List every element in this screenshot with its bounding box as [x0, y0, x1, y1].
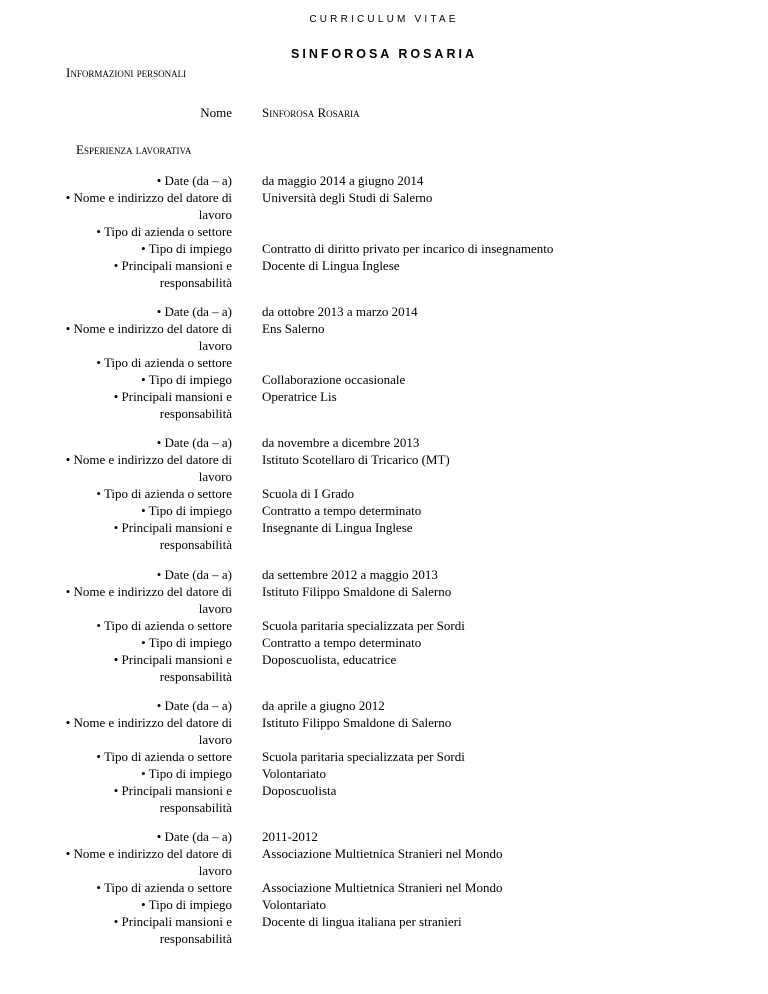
entry-job-type-label: • Tipo di impiego [141, 635, 232, 650]
entry-sector-value: Scuola paritaria specializzata per Sordi [262, 618, 465, 633]
entry-duties-value: Doposcuolista, educatrice [262, 652, 397, 667]
entry-duties-label-cont: responsabilità [159, 800, 232, 815]
entry-sector-label: • Tipo di azienda o settore [96, 749, 232, 764]
entry-date-value: da novembre a dicembre 2013 [262, 435, 420, 450]
entry-employer-value: Associazione Multietnica Stranieri nel Mondo [262, 846, 503, 861]
entry-employer-label-cont: lavoro [198, 338, 232, 353]
entry-duties-label: • Principali mansioni e [113, 783, 232, 798]
entry-sector-label: • Tipo di azienda o settore [96, 486, 232, 501]
entry-duties-label: • Principali mansioni e [113, 258, 232, 273]
entry-job-type-label: • Tipo di impiego [141, 241, 232, 256]
entry-job-type-value: Volontariato [262, 766, 327, 781]
entry-sector-value: Associazione Multietnica Stranieri nel Mondo [262, 880, 503, 895]
entry-duties-label-cont: responsabilità [159, 275, 232, 290]
entry-job-type-label: • Tipo di impiego [141, 897, 232, 912]
entry-employer-label: • Nome e indirizzo del datore di [65, 584, 232, 599]
entry-employer-label: • Nome e indirizzo del datore di [65, 321, 232, 336]
entry-date-label: • Date (da – a) [156, 698, 232, 713]
entry-date-value: 2011-2012 [262, 829, 318, 844]
work-experience-entry [0, 566, 768, 686]
entry-duties-label: • Principali mansioni e [113, 520, 232, 535]
entry-employer-label: • Nome e indirizzo del datore di [65, 846, 232, 861]
entry-sector-label: • Tipo di azienda o settore [96, 355, 232, 370]
entry-date-label: • Date (da – a) [156, 304, 232, 319]
entry-duties-value: Operatrice Lis [262, 389, 337, 404]
entry-date-label: • Date (da – a) [156, 173, 232, 188]
work-experience-entry [0, 434, 768, 554]
entry-duties-label: • Principali mansioni e [113, 652, 232, 667]
entry-duties-value: Docente di Lingua Inglese [262, 258, 400, 273]
entry-date-value: da settembre 2012 a maggio 2013 [262, 567, 438, 582]
entry-duties-label-cont: responsabilità [159, 931, 232, 946]
entry-date-label: • Date (da – a) [156, 829, 232, 844]
entry-job-type-label: • Tipo di impiego [141, 766, 232, 781]
entry-sector-label: • Tipo di azienda o settore [96, 880, 232, 895]
entry-duties-label-cont: responsabilità [159, 537, 232, 552]
entry-duties-value: Insegnante di Lingua Inglese [262, 520, 413, 535]
work-experience-entry [0, 303, 768, 423]
entry-employer-label-cont: lavoro [198, 732, 232, 747]
entry-duties-label: • Principali mansioni e [113, 914, 232, 929]
entry-job-type-value: Contratto a tempo determinato [262, 503, 422, 518]
entry-duties-label: • Principali mansioni e [113, 389, 232, 404]
entry-date-value: da aprile a giugno 2012 [262, 698, 385, 713]
entry-date-value: da ottobre 2013 a marzo 2014 [262, 304, 418, 319]
entry-duties-label-cont: responsabilità [159, 669, 232, 684]
entry-employer-label-cont: lavoro [198, 207, 232, 222]
work-experience-entry [0, 697, 768, 817]
entry-employer-label-cont: lavoro [198, 469, 232, 484]
name-value: Sinforosa Rosaria [262, 105, 360, 120]
section-title-personal-info: Informazioni personali [66, 65, 187, 80]
section-title-work-experience: Esperienza lavorativa [76, 142, 192, 157]
entry-job-type-value: Contratto di diritto privato per incarico di insegnamento [262, 241, 554, 256]
entry-sector-label: • Tipo di azienda o settore [96, 224, 232, 239]
entry-employer-value: Istituto Scotellaro di Tricarico (MT) [262, 452, 450, 467]
entry-date-label: • Date (da – a) [156, 435, 232, 450]
entry-duties-value: Docente di lingua italiana per stranieri [262, 914, 462, 929]
entry-job-type-value: Volontariato [262, 897, 327, 912]
name-label: Nome [200, 105, 232, 120]
entry-job-type-label: • Tipo di impiego [141, 372, 232, 387]
entry-employer-value: Ens Salerno [262, 321, 325, 336]
entry-employer-label-cont: lavoro [198, 601, 232, 616]
entry-date-label: • Date (da – a) [156, 567, 232, 582]
entry-employer-label: • Nome e indirizzo del datore di [65, 715, 232, 730]
entry-job-type-value: Contratto a tempo determinato [262, 635, 422, 650]
entry-sector-value: Scuola di I Grado [262, 486, 355, 501]
entry-employer-value: Istituto Filippo Smaldone di Salerno [262, 584, 452, 599]
entry-sector-value: Scuola paritaria specializzata per Sordi [262, 749, 465, 764]
entry-job-type-label: • Tipo di impiego [141, 503, 232, 518]
entry-employer-label: • Nome e indirizzo del datore di [65, 190, 232, 205]
candidate-name-heading: SINFOROSA ROSARIA [291, 47, 477, 61]
entry-job-type-value: Collaborazione occasionale [262, 372, 406, 387]
entry-date-value: da maggio 2014 a giugno 2014 [262, 173, 424, 188]
entry-duties-label-cont: responsabilità [159, 406, 232, 421]
entry-sector-label: • Tipo di azienda o settore [96, 618, 232, 633]
work-experience-entry [0, 172, 768, 292]
document-label: CURRICULUM VITAE [309, 14, 459, 25]
entry-employer-label: • Nome e indirizzo del datore di [65, 452, 232, 467]
entry-employer-value: Università degli Studi di Salerno [262, 190, 433, 205]
entry-employer-value: Istituto Filippo Smaldone di Salerno [262, 715, 452, 730]
entry-duties-value: Doposcuolista [262, 783, 337, 798]
entry-employer-label-cont: lavoro [198, 863, 232, 878]
work-experience-entry [0, 828, 768, 948]
